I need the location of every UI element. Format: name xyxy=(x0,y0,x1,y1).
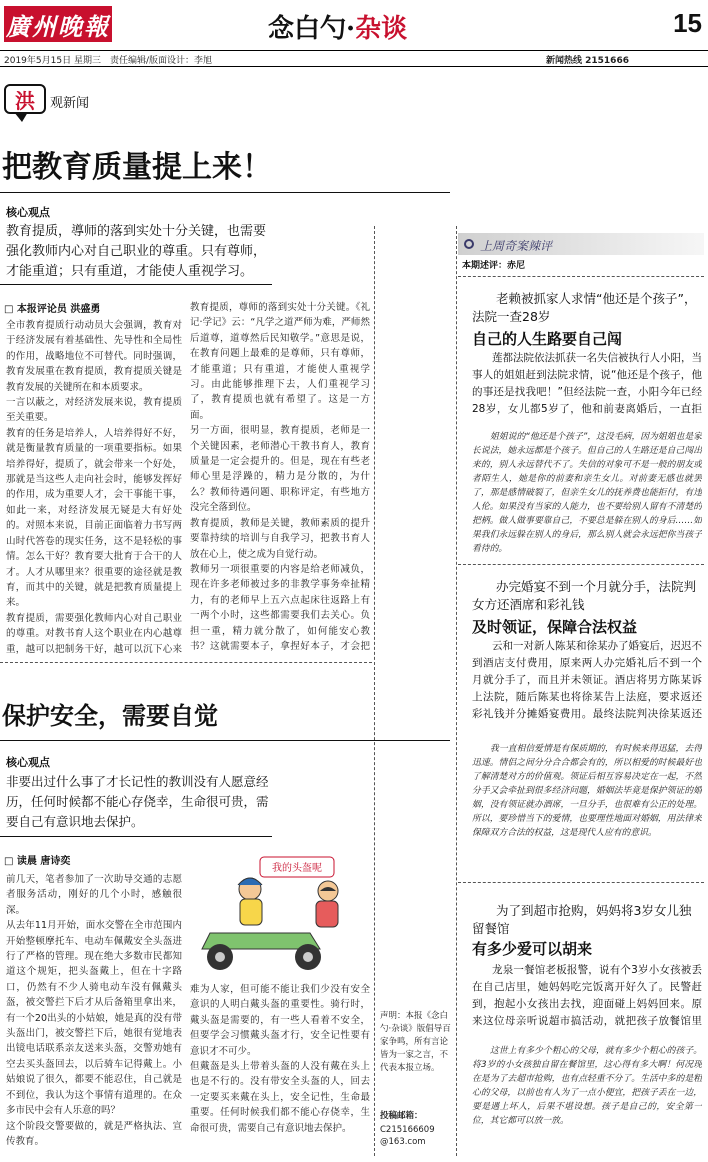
article1-title-rule xyxy=(0,192,450,193)
section-sep: · xyxy=(346,14,356,44)
article2-kicker: 核心观点 xyxy=(6,756,50,769)
right-column-author: 本期述评：赤尼 xyxy=(462,261,526,271)
case3-divider xyxy=(458,882,704,883)
article1-col2: 教育提质，尊师的落到实处十分关键。《礼记·学记》云：“凡学之道严师为难，严师然后道尊，道尊然后民知敬学。”意思是说，在教育问题上最难的是尊师，只有尊师，才能重道；只有重道，才能使人重视学习。由此能够推理下去，人们重视学习了，教育提质也就有希望了。这是一方面。 另一方面，很明显，教育提质，老师是一个关键因素，老师潜心干教书育人，教育质量是一定会提升的。但是，现在有些老师心里是浮躁的，精力是分散的，为什么？教师待遇问题、职称评定，有些地方没完全落到位。 教育提质，教师是关键，教师素质的提升要靠持续的培训与自我学习，把教书育人放在心上，使之成为自觉行动。 教师另一项很重要的内容是给老师减负，现在许多老师被过多的非教学事务牵扯精力，有的老师早上五六点起床往返路上有一两个小时，这些都需要我们去关心。负担一重，精力就分散了，如何能安心教书？这就需要本子，拿捏好本子，才会把 xyxy=(190,302,370,652)
case1-headline: 自己的人生路要自己闯 xyxy=(472,330,623,348)
article2-lead: 非要出过什么事了才长记性的教训没有人愿意经历，任何时候都不能心存侥幸，生命很可贵，需要自己有意识地去保护。 xyxy=(6,774,269,829)
right-column-header-text: 上周奇案辣评 xyxy=(480,239,553,253)
case2-headline: 及时领证，保障合法权益 xyxy=(472,618,638,636)
case1-divider-top xyxy=(458,276,704,277)
article2-col2: 难为人家，但可能不能让我们少没有安全意识的人明白戴头盔的重要性。骑行时，戴头盔是需要的，有一些人看着不安全，但要学会习惯戴头盔才行，安全记性要有意识才不可少。 但戴盔是头上带着头盔的人没有戴在头上也是不行的。没有带安全头盔的人，回去一定要买来戴在头上，安全记性，生命最重要。任何时候我们都不能心存侥幸，生命很可贵，需要自己有意识地去保护。 xyxy=(190,984,370,1134)
article1-lead: 教育提质，導师的落到实处十分关键，也需要强化教师内心对自己职业的尊重。只有尊师，才能重道；只有重道，才能使人重视学习。 xyxy=(6,224,267,279)
case2-body: 云和一对新人陈某和徐某办了婚宴后，迟迟不到酒店支付费用，原来两人办完婚礼后不到一个月就分手了，而且并未领证。酒店将男方陈某诉上法院，随后陈某也将徐某告上法庭，要求返还彩礼钱并分摊婚宴费用。最终法院判决徐某返还 xyxy=(472,640,702,720)
case3-comment: 这世上有多少个粗心的父母，就有多少个粗心的孩子。将3岁的小女孩独自留在餐馆里，这心得有多大啊！何况现在是为了去超市抢购，也有点轻重不分了。生活中多的是粗心的父母，以前也有人为了一点小便宜，把孩子丢在一边，要是遇上坏人，后果不堪设想。孩子是自己的，安全第一位，其它都可以放一放。 xyxy=(472,1046,702,1126)
submission-email-domain: @163.com xyxy=(380,1137,426,1147)
case1-title: 老赖被抓家人求情“他还是个孩子”，法院一查28岁 xyxy=(472,291,697,324)
helmet-cartoon-illustration xyxy=(190,855,366,975)
lead2-rule xyxy=(0,836,272,837)
case3-body: 龙泉一餐馆老板报警，说有个3岁小女孩被丢在自己店里，她妈妈吃完饭离开好久了。民警赶到，抱起小女孩出去找，迎面碰上妈妈回来。原来这位母亲听说超市搞活动，就把孩子放餐馆里 xyxy=(472,964,702,1027)
lead-rule xyxy=(0,284,272,285)
section-title-main: 念白勺 xyxy=(268,14,347,44)
issue-date: 2019年5月15日 星期三 xyxy=(4,56,101,66)
right-column-header xyxy=(458,233,704,255)
magnifier-icon xyxy=(464,239,474,249)
section-divider xyxy=(0,662,372,663)
newspaper-logo: 廣州晚報 xyxy=(4,6,112,42)
section-title-accent: 杂谈 xyxy=(355,14,408,44)
badge-label: 观新闻 xyxy=(50,96,90,111)
illustration-caption: 我的头盔呢 xyxy=(272,863,322,874)
article1-byline: □ 本报评论员 洪盛勇 xyxy=(4,304,101,315)
topic-badge xyxy=(4,84,90,124)
case3-title: 为了到超市抢购，妈妈将3岁女儿独留餐馆 xyxy=(472,903,692,936)
right-column-divider xyxy=(456,226,457,1156)
article2-col1: 前几天，笔者参加了一次助导交通的志愿者服务活动，刚好的几个小时，感触很深。 从去年11月开始，面水交警在全市范围内开始整顿摩托车、电动车佩戴安全头盔进行了严格的管理。现在绝大多数市民都知道这个规矩，把头盔戴上，但在十字路口，仍然有不少人骑电动车没有佩戴头盔，被交警拦下后才从后备箱里拿出来，有一个20出头的小姑娘，她是真的没有带头盔出门，被交警拦下后，她很有觉地表出镜电话联系亲友送来头盔，交警劝她有空去买头盔回去，以后骑车记得戴上。小姑娘说了很久，都要不能忍住，自己就是不到位，我认为这个事情有道理的。在众多市民中会有人乐意的吗？ 这个阶段交警要做的，就是严格执法、宣传教育。 xyxy=(6,874,182,1147)
case2-divider xyxy=(458,564,704,565)
case1-body: 莲都法院依法抓获一名失信被执行人小阳，当事人的姐姐赶到法院求情，说“他还是个孩子，他的事还是找我吧！”但经法院一查，小阳今年已经28岁，女儿都5岁了，他和前妻离婚后，一直拒 xyxy=(472,352,702,415)
section-title xyxy=(268,8,407,45)
submission-label: 投稿邮箱： xyxy=(380,1111,423,1121)
case1-comment: 姐姐说的“他还是个孩子”，这没毛病，因为姐姐也是家长说法，她永远都是个孩子。但自己的人生路还是自己闯出来的，别人永远替代不了。失信的对象可不是一般的朋友或者陌生人，她是你的前妻和亲生女儿。对前妻无感也就罢了，那是感情破裂了，但亲生女儿的抚养费也能拒付，有违人伦。如果没有当家的人能力，也不要给别人留有不清楚的把柄。做人做事要靠自己，不要总是躲在别人的身后……如果我们永远躲在别人的身后，那么别人就会永远把你当孩子看待的。 xyxy=(472,432,702,554)
case2-comment: 我一直相信爱情是有保质期的，有时候来得迅猛，去得迅速。情侣之间分分合合都会有的，所以相爱的时候最好也了解清楚对方的价值观。领证后相互容易决定在一起，不然分手又会牵扯到很多经济问题，婚姻法毕竟是保护领证的婚姻，没有领证就办酒席，一旦分手，也很难有公正的处理。所以，要珍惜当下的爱情，也要理性地面对婚姻，用法律来保障双方合法的权益，这是现代人应有的意识。 xyxy=(472,744,702,838)
submission-email: C215166609 xyxy=(380,1125,435,1135)
article2-byline: □ 读晨 唐诗奕 xyxy=(4,856,71,867)
meta-rule xyxy=(0,66,708,67)
column-divider xyxy=(374,226,375,1156)
header-rule xyxy=(0,50,708,51)
badge-char: 洪 xyxy=(15,88,35,113)
article2-title: 保护安全，需要自觉 xyxy=(2,701,218,730)
case2-title: 办完婚宴不到一个月就分手，法院判女方还酒席和彩礼钱 xyxy=(472,579,697,612)
speech-bubble-icon xyxy=(4,84,46,114)
case3-headline: 有多少爱可以胡来 xyxy=(472,940,593,958)
page-number: 15 xyxy=(673,8,702,38)
article1-col1: 全市教育提质行动动员大会强调，教育对于经济发展有着基础性、先导性和全局性的作用，战略地位不可替代。同时强调，教育发展重在教育提质，教育提质关键是教育发展的关键所在和本质要求。 一言以蔽之，对经济发展来说，教育提质至关重要。 教育的任务是培养人，人培养得好不好，就是衡量教育质量的一项重要指标。如果培养得好，提质了，就会带来一个好处，那就是当这些人走向社会时，能够发挥好的作用，成为重要人才，会干事能干事，如此一来，对经济发展无疑是大有好处的。对照本来说，目前正面临着力书写两山时代答卷的现实任务，这不是轻松的事情。怎么干好？教育要大批育于合干的人才。人才从哪里来？很重要的途径就是教育，而其中的关键，就是把教育质量提上来。 教育提质，需要强化教师内心对自己职业的尊重。对教书育人这个职业在内心越尊重，越可以把制务干好，越可以沉下心来 xyxy=(6,320,182,654)
bubble-tail-icon xyxy=(14,112,28,122)
article2-title-rule xyxy=(0,740,450,741)
editor-credit: 责任编辑/版面设计：李旭 xyxy=(110,56,213,66)
article1-kicker: 核心观点 xyxy=(6,206,50,219)
news-hotline: 新闻热线 2151666 xyxy=(546,56,629,66)
editorial-statement: 声明：本报《念白勺·杂谈》版倡导百家争鸣，所有言论皆为一家之言，不代表本报立场。 xyxy=(380,1011,451,1073)
article1-title: 把教育质量提上来！ xyxy=(2,150,272,185)
